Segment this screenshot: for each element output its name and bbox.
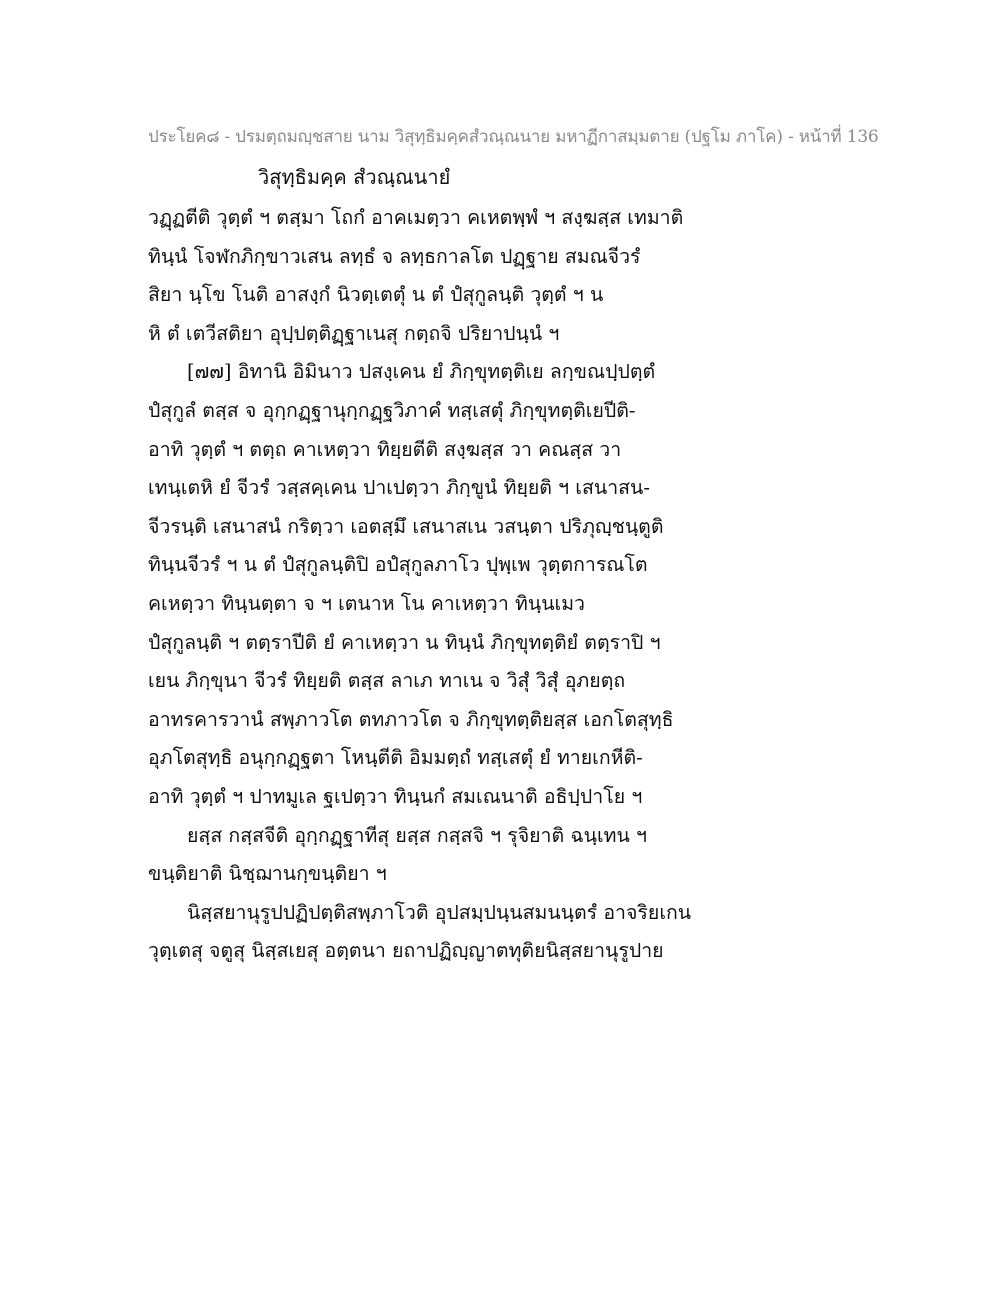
text-line: อาทิ วุตฺตํ ฯ ตตฺถ คาเหตฺวา ทิยฺยตีติ สงฺฆสฺส วา คณสฺส วา [148, 437, 622, 461]
text-line: อาทิ วุตฺตํ ฯ ปาทมูเล ฐเปตฺวา ทินฺนกํ สมเณนาติ อธิปฺปาโย ฯ [148, 784, 643, 808]
paragraph-start-line: นิสฺสยานุรูปปฏิปตฺติสพฺภาโวติ อุปสมฺปนฺนสมนนฺตรํ อาจริยเกน [187, 900, 692, 924]
text-line: วฏฺฏตีติ วุตฺตํ ฯ ตสฺมา โถกํ อาคเมตฺวา คเหตพฺพํ ฯ สงฺฆสฺส เทมาติ [148, 206, 684, 229]
text-line: ขนฺติยาติ นิชฺฌานกฺขนฺติยา ฯ [148, 862, 387, 886]
paragraph-start-line: [๗๗] อิทานิ อิมินาว ปสงฺเคน ยํ ภิกฺขุทตฺติเย ลกฺขณปฺปตฺตํ [187, 360, 656, 384]
paragraph-start-line: ยสฺส กสฺสจีติ อุกฺกฏฺฐาทีสุ ยสฺส กสฺสจิ ฯ รุจิยาติ ฉนฺเทน ฯ [187, 823, 647, 847]
text-line: คเหตฺวา ทินฺนตฺตา จ ฯ เตนาห โน คาเหตฺวา ทินฺนเมว [148, 591, 586, 615]
text-line: สิยา นฺโข โนติ อาสงฺกํ นิวตฺเตตุํ น ตํ ปํสุกูลนฺติ วุตฺตํ ฯ น [148, 283, 604, 307]
text-line: เยน ภิกฺขุนา จีวรํ ทิยฺยติ ตสฺส ลาเภ ทาเน จ วิสุํ วิสุํ อุภยตฺถ [148, 669, 626, 693]
text-line: ทินฺนํ โจฬกภิกฺขาวเสน ลทฺธํ จ ลทฺธกาลโต ปฏฺฐาย สมณจีวรํ [148, 244, 641, 268]
text-line: ทินฺนจีวรํ ฯ น ตํ ปํสุกูลนฺติปิ อปํสุกูลภาโว ปุพฺเพ วุตฺตการณโต [148, 553, 648, 577]
text-line: เทนฺเตหิ ยํ จีวรํ วสฺสคฺเคน ปาเปตฺวา ภิกฺขูนํ ทิยฺยติ ฯ เสนาสน- [148, 476, 650, 500]
text-line: วุตฺเตสุ จตูสุ นิสฺสเยสุ อตฺตนา ยถาปฏิญฺญาตทุติยนิสฺสยานุรูปาย [148, 939, 664, 963]
text-line: ปํสุกูลํ ตสฺส จ อุกฺกฏฺฐานุกฺกฏฺฐวิภาคํ ทสฺเสตุํ ภิกฺขุทตฺติเยปีติ- [148, 398, 636, 422]
text-line: หิ ตํ เตวีสติยา อุปฺปตฺติฏฺฐาเนสุ กตฺถจิ ปริยาปนฺนํ ฯ [148, 321, 560, 345]
text-line: จีวรนฺติ เสนาสนํ กริตฺวา เอตสฺมึ เสนาสเน วสนฺตา ปริภุญฺชนฺตูติ [148, 514, 664, 538]
running-header: ประโยค๘ - ปรมตฺถมญฺชสาย นาม วิสุทฺธิมคฺคสํวณฺณนาย มหาฏีกาสมฺมตาย (ปฐโม ภาโค) - หน้าที่ 136 [148, 127, 879, 147]
body-text [148, 199, 708, 971]
text-line: อุภโตสุทฺธิ อนุกฺกฏฺฐตา โหนฺตีติ อิมมตฺถํ ทสฺเสตุํ ยํ ทายเกหีติ- [148, 746, 643, 770]
section-title: วิสุทฺธิมคฺค สํวณฺณนายํ [258, 165, 451, 189]
text-line: อาทรคารวานํ สพฺภาวโต ตทภาวโต จ ภิกฺขุทตฺติยสฺส เอกโตสุทฺธิ [148, 707, 674, 731]
text-line: ปํสุกูลนฺติ ฯ ตตฺราปีติ ยํ คาเหตฺวา น ทินฺนํ ภิกฺขุทตฺติยํ ตตฺราปิ ฯ [148, 630, 661, 654]
